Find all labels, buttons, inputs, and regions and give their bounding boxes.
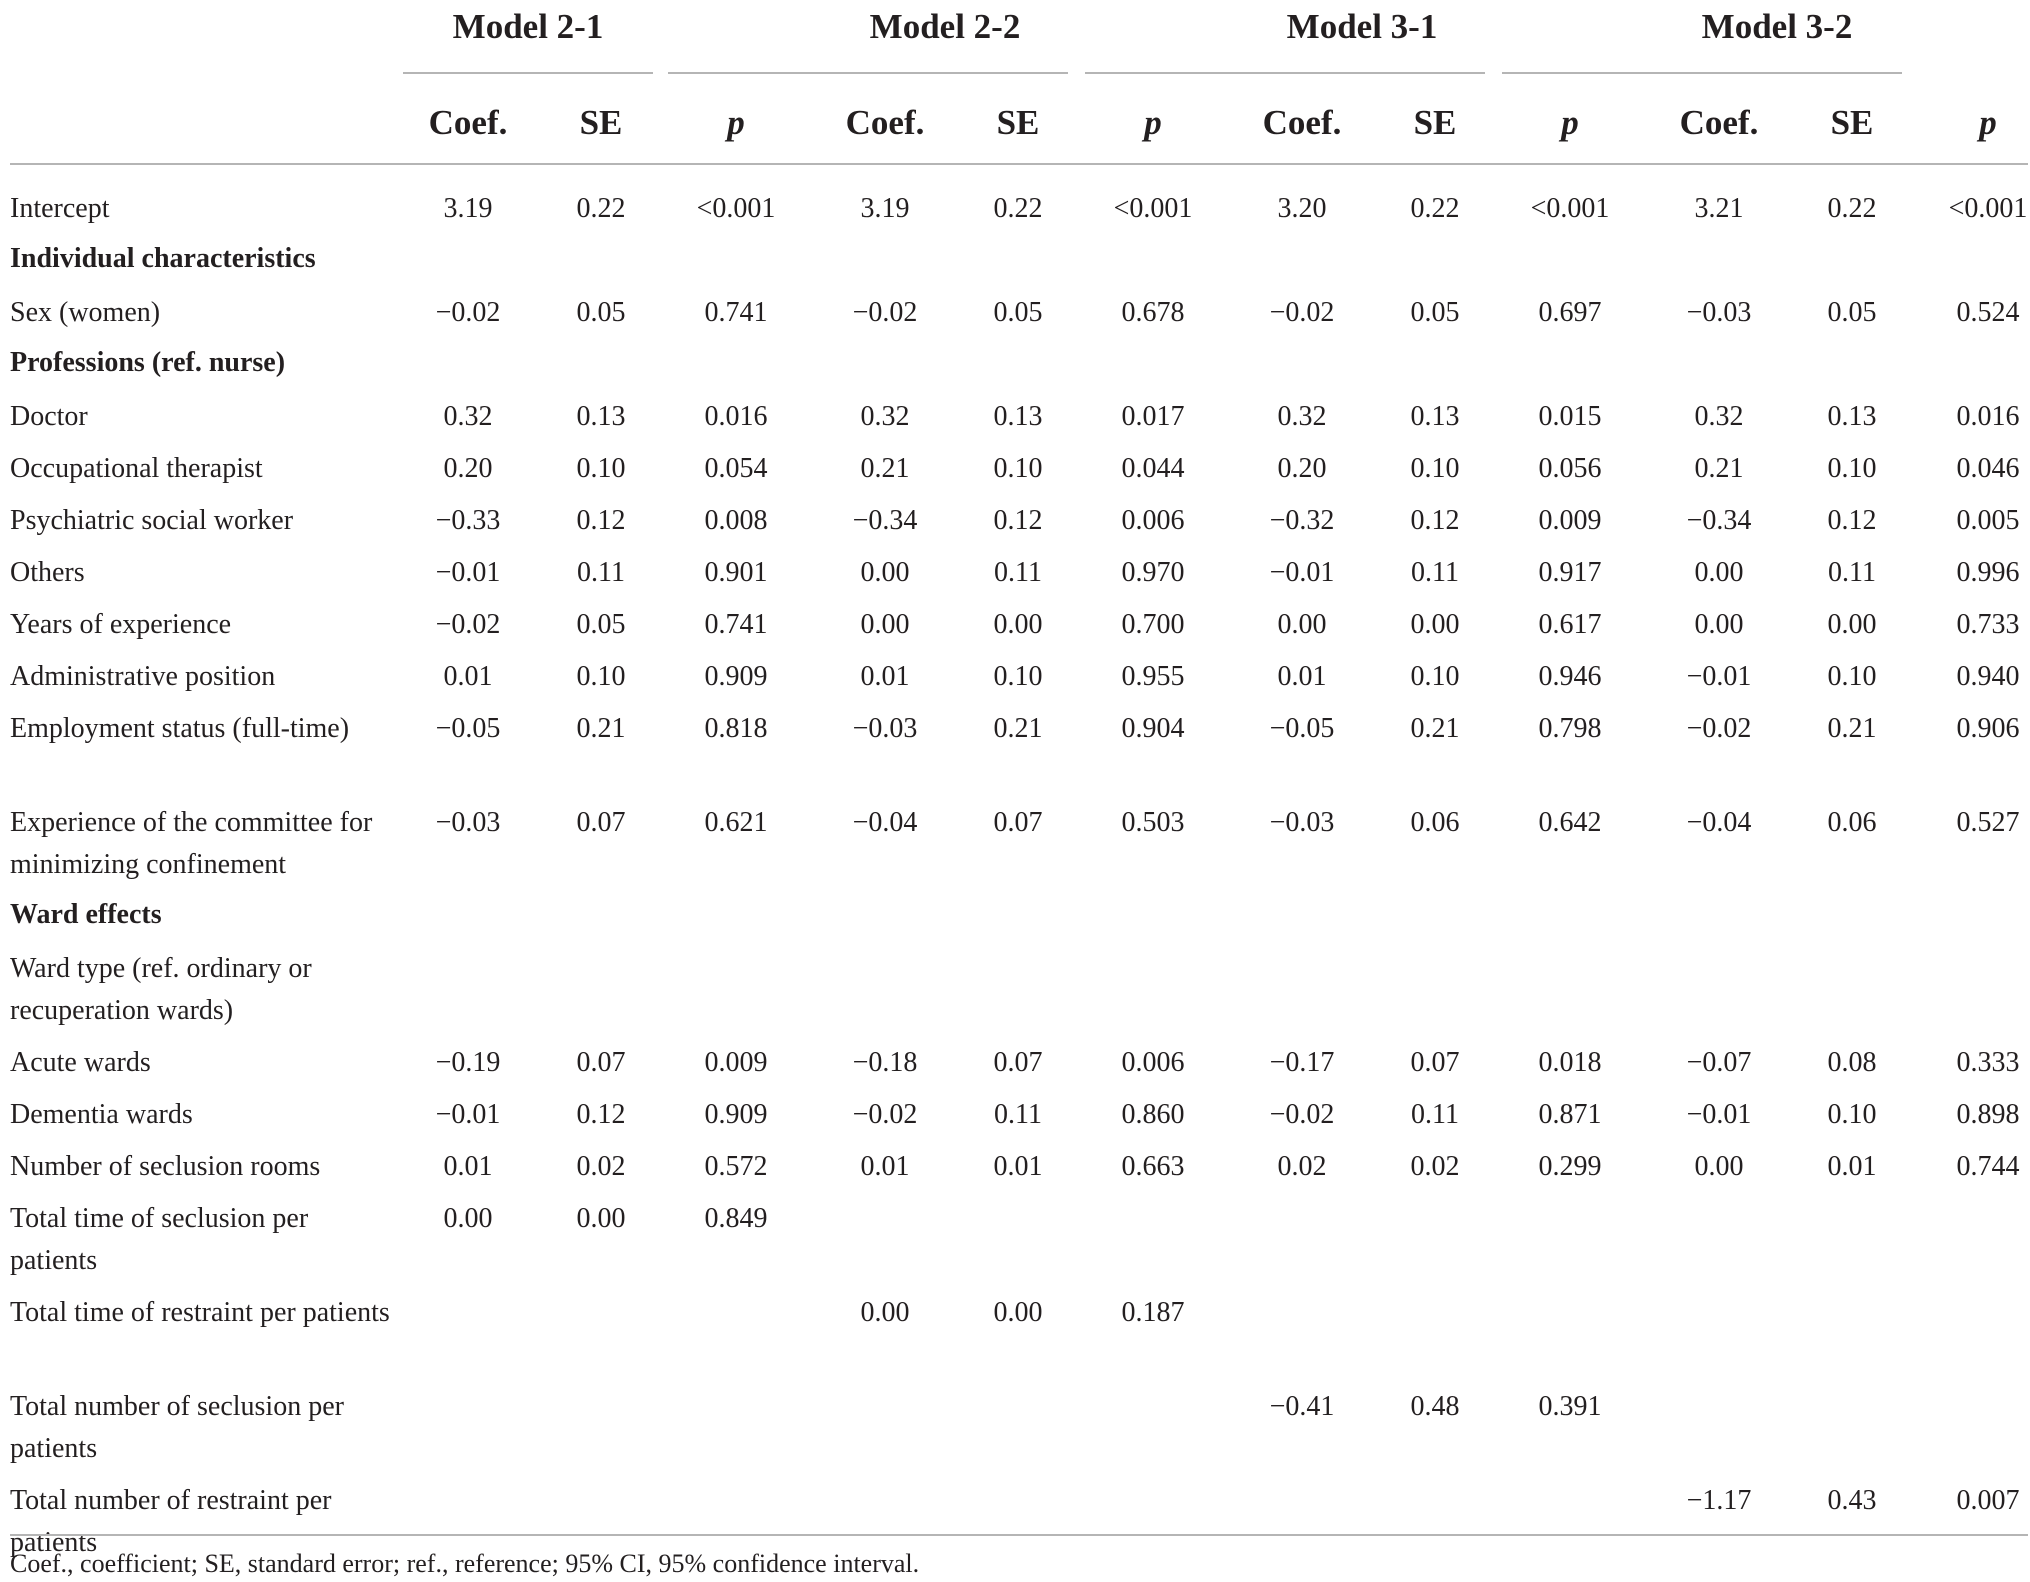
table-cell: 0.12 bbox=[993, 505, 1043, 536]
row-label: Total number of restraint per patients bbox=[10, 1485, 332, 1558]
table-cell: 0.07 bbox=[576, 807, 626, 838]
table-row bbox=[0, 344, 2030, 396]
table-cell: 0.015 bbox=[1538, 401, 1602, 432]
table-cell: −0.32 bbox=[1269, 505, 1335, 536]
table-cell: 0.11 bbox=[994, 557, 1042, 588]
table-cell: −0.02 bbox=[852, 1099, 918, 1130]
table-cell: 0.741 bbox=[704, 609, 768, 640]
table-cell: 0.01 bbox=[443, 1151, 493, 1182]
table-cell: 0.21 bbox=[1410, 713, 1460, 744]
table-cell: 0.940 bbox=[1956, 661, 2020, 692]
table-cell: 0.22 bbox=[576, 193, 626, 224]
table-cell: 0.871 bbox=[1538, 1099, 1602, 1130]
table-cell: 0.08 bbox=[1827, 1047, 1877, 1078]
row-label: Total time of restraint per patients bbox=[10, 1297, 390, 1328]
table-cell: 0.21 bbox=[860, 453, 910, 484]
table-cell: 0.02 bbox=[576, 1151, 626, 1182]
table-cell: 0.05 bbox=[576, 297, 626, 328]
table-cell: 0.06 bbox=[1410, 807, 1460, 838]
table-cell: −0.03 bbox=[852, 713, 918, 744]
table-cell: 0.11 bbox=[1411, 1099, 1459, 1130]
table-cell: 0.017 bbox=[1121, 401, 1185, 432]
table-cell: 0.22 bbox=[1827, 193, 1877, 224]
row-label: Others bbox=[10, 557, 85, 588]
table-cell: 0.20 bbox=[1277, 453, 1327, 484]
table-cell: 0.00 bbox=[443, 1203, 493, 1234]
table-cell: 0.11 bbox=[577, 557, 625, 588]
table-cell: <0.001 bbox=[1113, 193, 1193, 224]
table-cell: 0.13 bbox=[1827, 401, 1877, 432]
subheader-coef-4: Coef. bbox=[1679, 103, 1759, 142]
subheader-p-2: p bbox=[1144, 103, 1162, 142]
table-cell: 0.00 bbox=[1277, 609, 1327, 640]
table-cell: −0.04 bbox=[1686, 807, 1752, 838]
row-label: Acute wards bbox=[10, 1047, 151, 1078]
table-cell: −0.05 bbox=[435, 713, 501, 744]
table-cell: 0.503 bbox=[1121, 807, 1185, 838]
row-label: Psychiatric social worker bbox=[10, 505, 294, 536]
table-cell: 0.12 bbox=[1827, 505, 1877, 536]
table-cell: 0.909 bbox=[704, 1099, 768, 1130]
table-cell: 0.00 bbox=[1827, 609, 1877, 640]
table-cell: 0.01 bbox=[1827, 1151, 1877, 1182]
table-row bbox=[0, 1094, 2030, 1146]
table-row bbox=[0, 896, 2030, 948]
table-cell: 0.391 bbox=[1538, 1391, 1602, 1422]
table-cell: −0.33 bbox=[435, 505, 501, 536]
row-label: Doctor bbox=[10, 401, 88, 432]
table-cell: 0.617 bbox=[1538, 609, 1602, 640]
table-cell: <0.001 bbox=[696, 193, 776, 224]
table-cell: 0.22 bbox=[1410, 193, 1460, 224]
subheader-p-1: p bbox=[727, 103, 745, 142]
table-cell: 0.32 bbox=[443, 401, 493, 432]
table-cell: 0.524 bbox=[1956, 297, 2020, 328]
table-row bbox=[0, 1146, 2030, 1198]
table-cell: 0.946 bbox=[1538, 661, 1602, 692]
table-cell: 0.046 bbox=[1956, 453, 2020, 484]
table-cell: 0.10 bbox=[993, 453, 1043, 484]
table-cell: 0.056 bbox=[1538, 453, 1602, 484]
table-cell: −0.01 bbox=[1686, 661, 1752, 692]
table-cell: 0.43 bbox=[1827, 1485, 1877, 1516]
table-cell: 0.05 bbox=[1410, 297, 1460, 328]
table-cell: 0.849 bbox=[704, 1203, 768, 1234]
header-bottom-rule bbox=[10, 163, 2028, 165]
table-cell: 0.009 bbox=[1538, 505, 1602, 536]
table-cell: 0.32 bbox=[860, 401, 910, 432]
row-label: Occupational therapist bbox=[10, 453, 263, 484]
table-cell: 0.11 bbox=[1828, 557, 1876, 588]
table-row bbox=[0, 448, 2030, 500]
table-cell: 0.996 bbox=[1956, 557, 2020, 588]
table-cell: 0.955 bbox=[1121, 661, 1185, 692]
table-cell: 0.10 bbox=[1827, 453, 1877, 484]
row-label: Years of experience bbox=[10, 609, 232, 640]
subheader-se-1: SE bbox=[579, 103, 623, 142]
table-cell: 0.642 bbox=[1538, 807, 1602, 838]
row-label: Experience of the committee for minimizing confinement bbox=[10, 807, 373, 880]
table-cell: 0.572 bbox=[704, 1151, 768, 1182]
table-cell: 0.07 bbox=[993, 807, 1043, 838]
model-header-3: Model 3-1 bbox=[1286, 7, 1438, 46]
subheader-coef-3: Coef. bbox=[1262, 103, 1342, 142]
table-cell: 0.13 bbox=[576, 401, 626, 432]
table-cell: 0.901 bbox=[704, 557, 768, 588]
table-cell: 0.970 bbox=[1121, 557, 1185, 588]
table-cell: 0.10 bbox=[576, 453, 626, 484]
table-cell: −0.02 bbox=[1269, 297, 1335, 328]
row-label: Dementia wards bbox=[10, 1099, 193, 1130]
table-cell: 0.008 bbox=[704, 505, 768, 536]
table-cell: <0.001 bbox=[1948, 193, 2028, 224]
table-cell: −0.41 bbox=[1269, 1391, 1335, 1422]
table-cell: −0.01 bbox=[435, 557, 501, 588]
table-cell: 0.10 bbox=[1410, 661, 1460, 692]
table-cell: 0.07 bbox=[993, 1047, 1043, 1078]
table-cell: 0.860 bbox=[1121, 1099, 1185, 1130]
table-cell: 0.06 bbox=[1827, 807, 1877, 838]
table-cell: 0.741 bbox=[704, 297, 768, 328]
table-cell: −0.03 bbox=[1269, 807, 1335, 838]
table-cell: −0.04 bbox=[852, 807, 918, 838]
model-rule-1 bbox=[403, 72, 653, 74]
table-cell: 0.700 bbox=[1121, 609, 1185, 640]
table-cell: 0.21 bbox=[1694, 453, 1744, 484]
section-label: Ward effects bbox=[10, 899, 162, 930]
table-bottom-rule bbox=[10, 1534, 2028, 1536]
table-cell: 3.19 bbox=[443, 193, 493, 224]
subheader-coef-2: Coef. bbox=[845, 103, 925, 142]
table-cell: 0.016 bbox=[1956, 401, 2020, 432]
table-cell: 0.05 bbox=[1827, 297, 1877, 328]
table-cell: 0.05 bbox=[576, 609, 626, 640]
table-cell: −0.05 bbox=[1269, 713, 1335, 744]
table-cell: 0.909 bbox=[704, 661, 768, 692]
table-cell: 0.898 bbox=[1956, 1099, 2020, 1130]
table-cell: 0.333 bbox=[1956, 1047, 2020, 1078]
table-cell: −0.17 bbox=[1269, 1047, 1335, 1078]
row-label: Total number of seclusion per patients bbox=[10, 1391, 344, 1464]
table-cell: 0.02 bbox=[1410, 1151, 1460, 1182]
table-cell: 0.007 bbox=[1956, 1485, 2020, 1516]
table-cell: 0.05 bbox=[993, 297, 1043, 328]
subheader-p-4: p bbox=[1979, 103, 1997, 142]
table-row bbox=[0, 396, 2030, 448]
table-cell: 0.12 bbox=[576, 505, 626, 536]
table-cell: −0.34 bbox=[852, 505, 918, 536]
table-cell: 0.006 bbox=[1121, 505, 1185, 536]
table-cell: −0.03 bbox=[435, 807, 501, 838]
model-rule-3 bbox=[1085, 72, 1485, 74]
table-cell: −0.18 bbox=[852, 1047, 918, 1078]
table-cell: 3.20 bbox=[1277, 193, 1327, 224]
table-cell: 0.697 bbox=[1538, 297, 1602, 328]
table-row bbox=[0, 656, 2030, 708]
table-cell: 0.01 bbox=[993, 1151, 1043, 1182]
table-cell: −0.01 bbox=[1686, 1099, 1752, 1130]
table-cell: 0.00 bbox=[860, 1297, 910, 1328]
model-rule-4 bbox=[1502, 72, 1902, 74]
table-cell: 0.798 bbox=[1538, 713, 1602, 744]
subheader-se-4: SE bbox=[1830, 103, 1874, 142]
table-cell: 0.02 bbox=[1277, 1151, 1327, 1182]
table-cell: 0.10 bbox=[1410, 453, 1460, 484]
table-cell: 0.663 bbox=[1121, 1151, 1185, 1182]
table-row bbox=[0, 1198, 2030, 1292]
table-cell: −0.19 bbox=[435, 1047, 501, 1078]
table-row bbox=[0, 708, 2030, 802]
table-cell: 0.00 bbox=[1694, 557, 1744, 588]
table-cell: 0.12 bbox=[1410, 505, 1460, 536]
table-row bbox=[0, 500, 2030, 552]
table-row bbox=[0, 240, 2030, 292]
row-label: Sex (women) bbox=[10, 297, 161, 328]
table-cell: 0.13 bbox=[1410, 401, 1460, 432]
table-cell: 0.621 bbox=[704, 807, 768, 838]
row-label: Intercept bbox=[10, 193, 110, 224]
table-cell: 0.01 bbox=[860, 661, 910, 692]
table-cell: −0.03 bbox=[1686, 297, 1752, 328]
table-cell: −0.01 bbox=[1269, 557, 1335, 588]
table-row bbox=[0, 188, 2030, 240]
table-row bbox=[0, 802, 2030, 896]
table-cell: −0.02 bbox=[1269, 1099, 1335, 1130]
table-cell: 0.527 bbox=[1956, 807, 2020, 838]
table-cell: 0.018 bbox=[1538, 1047, 1602, 1078]
table-cell: 0.11 bbox=[1411, 557, 1459, 588]
table-cell: 0.00 bbox=[1410, 609, 1460, 640]
table-cell: <0.001 bbox=[1530, 193, 1610, 224]
table-cell: 0.07 bbox=[1410, 1047, 1460, 1078]
table-cell: −0.07 bbox=[1686, 1047, 1752, 1078]
table-row bbox=[0, 604, 2030, 656]
table-cell: 0.01 bbox=[1277, 661, 1327, 692]
table-cell: 0.00 bbox=[993, 609, 1043, 640]
table-cell: 0.00 bbox=[993, 1297, 1043, 1328]
table-cell: 0.12 bbox=[576, 1099, 626, 1130]
table-cell: −0.02 bbox=[852, 297, 918, 328]
model-header-1: Model 2-1 bbox=[452, 7, 604, 46]
model-header-4: Model 3-2 bbox=[1701, 7, 1853, 46]
table-cell: 0.006 bbox=[1121, 1047, 1185, 1078]
row-label: Employment status (full-time) bbox=[10, 713, 350, 744]
section-label: Professions (ref. nurse) bbox=[10, 347, 286, 378]
row-label: Number of seclusion rooms bbox=[10, 1151, 321, 1182]
table-cell: 0.10 bbox=[1827, 1099, 1877, 1130]
subheader-p-3: p bbox=[1561, 103, 1579, 142]
table-cell: 0.044 bbox=[1121, 453, 1185, 484]
table-cell: 0.22 bbox=[993, 193, 1043, 224]
table-cell: 0.009 bbox=[704, 1047, 768, 1078]
table-cell: −0.34 bbox=[1686, 505, 1752, 536]
table-cell: −0.02 bbox=[435, 609, 501, 640]
table-cell: 0.10 bbox=[1827, 661, 1877, 692]
table-cell: −0.01 bbox=[435, 1099, 501, 1130]
table-cell: 0.13 bbox=[993, 401, 1043, 432]
table-cell: −1.17 bbox=[1686, 1485, 1752, 1516]
table-cell: 0.21 bbox=[576, 713, 626, 744]
table-cell: 0.01 bbox=[443, 661, 493, 692]
table-cell: 0.32 bbox=[1277, 401, 1327, 432]
table-cell: 0.00 bbox=[576, 1203, 626, 1234]
table-row bbox=[0, 1386, 2030, 1480]
table-cell: 3.19 bbox=[860, 193, 910, 224]
table-cell: 0.10 bbox=[993, 661, 1043, 692]
table-cell: 0.016 bbox=[704, 401, 768, 432]
table-cell: 0.00 bbox=[860, 557, 910, 588]
table-cell: 0.187 bbox=[1121, 1297, 1185, 1328]
table-cell: 0.00 bbox=[860, 609, 910, 640]
table-cell: 0.678 bbox=[1121, 297, 1185, 328]
table-cell: 0.00 bbox=[1694, 609, 1744, 640]
subheader-coef-1: Coef. bbox=[428, 103, 508, 142]
table-cell: 0.054 bbox=[704, 453, 768, 484]
row-label: Ward type (ref. ordinary or recuperation wards) bbox=[10, 953, 312, 1026]
table-cell: 0.733 bbox=[1956, 609, 2020, 640]
table-cell: 3.21 bbox=[1694, 193, 1744, 224]
table-cell: 0.07 bbox=[576, 1047, 626, 1078]
table-cell: 0.904 bbox=[1121, 713, 1185, 744]
subheader-se-2: SE bbox=[996, 103, 1040, 142]
table-cell: 0.00 bbox=[1694, 1151, 1744, 1182]
table-cell: 0.10 bbox=[576, 661, 626, 692]
table-footnote: Coef., coefficient; SE, standard error; ref., reference; 95% CI, 95% confidence interval. bbox=[10, 1549, 920, 1578]
table-cell: 0.299 bbox=[1538, 1151, 1602, 1182]
table-cell: 0.005 bbox=[1956, 505, 2020, 536]
table-cell: 0.818 bbox=[704, 713, 768, 744]
table-row bbox=[0, 948, 2030, 1042]
table-row bbox=[0, 1042, 2030, 1094]
row-label: Administrative position bbox=[10, 661, 276, 692]
model-header-2: Model 2-2 bbox=[869, 7, 1021, 46]
table-cell: 0.917 bbox=[1538, 557, 1602, 588]
table-cell: 0.906 bbox=[1956, 713, 2020, 744]
table-cell: −0.02 bbox=[435, 297, 501, 328]
table-row bbox=[0, 1292, 2030, 1386]
table-cell: 0.01 bbox=[860, 1151, 910, 1182]
table-cell: 0.20 bbox=[443, 453, 493, 484]
table-row bbox=[0, 552, 2030, 604]
table-cell: 0.21 bbox=[1827, 713, 1877, 744]
table-cell: 0.21 bbox=[993, 713, 1043, 744]
subheader-se-3: SE bbox=[1413, 103, 1457, 142]
table-row bbox=[0, 292, 2030, 344]
row-label: Total time of seclusion per patients bbox=[10, 1203, 309, 1276]
table-cell: 0.744 bbox=[1956, 1151, 2020, 1182]
model-rule-2 bbox=[668, 72, 1068, 74]
table-cell: 0.11 bbox=[994, 1099, 1042, 1130]
table-cell: −0.02 bbox=[1686, 713, 1752, 744]
table-cell: 0.48 bbox=[1410, 1391, 1460, 1422]
section-label: Individual characteristics bbox=[10, 243, 316, 274]
table-cell: 0.32 bbox=[1694, 401, 1744, 432]
